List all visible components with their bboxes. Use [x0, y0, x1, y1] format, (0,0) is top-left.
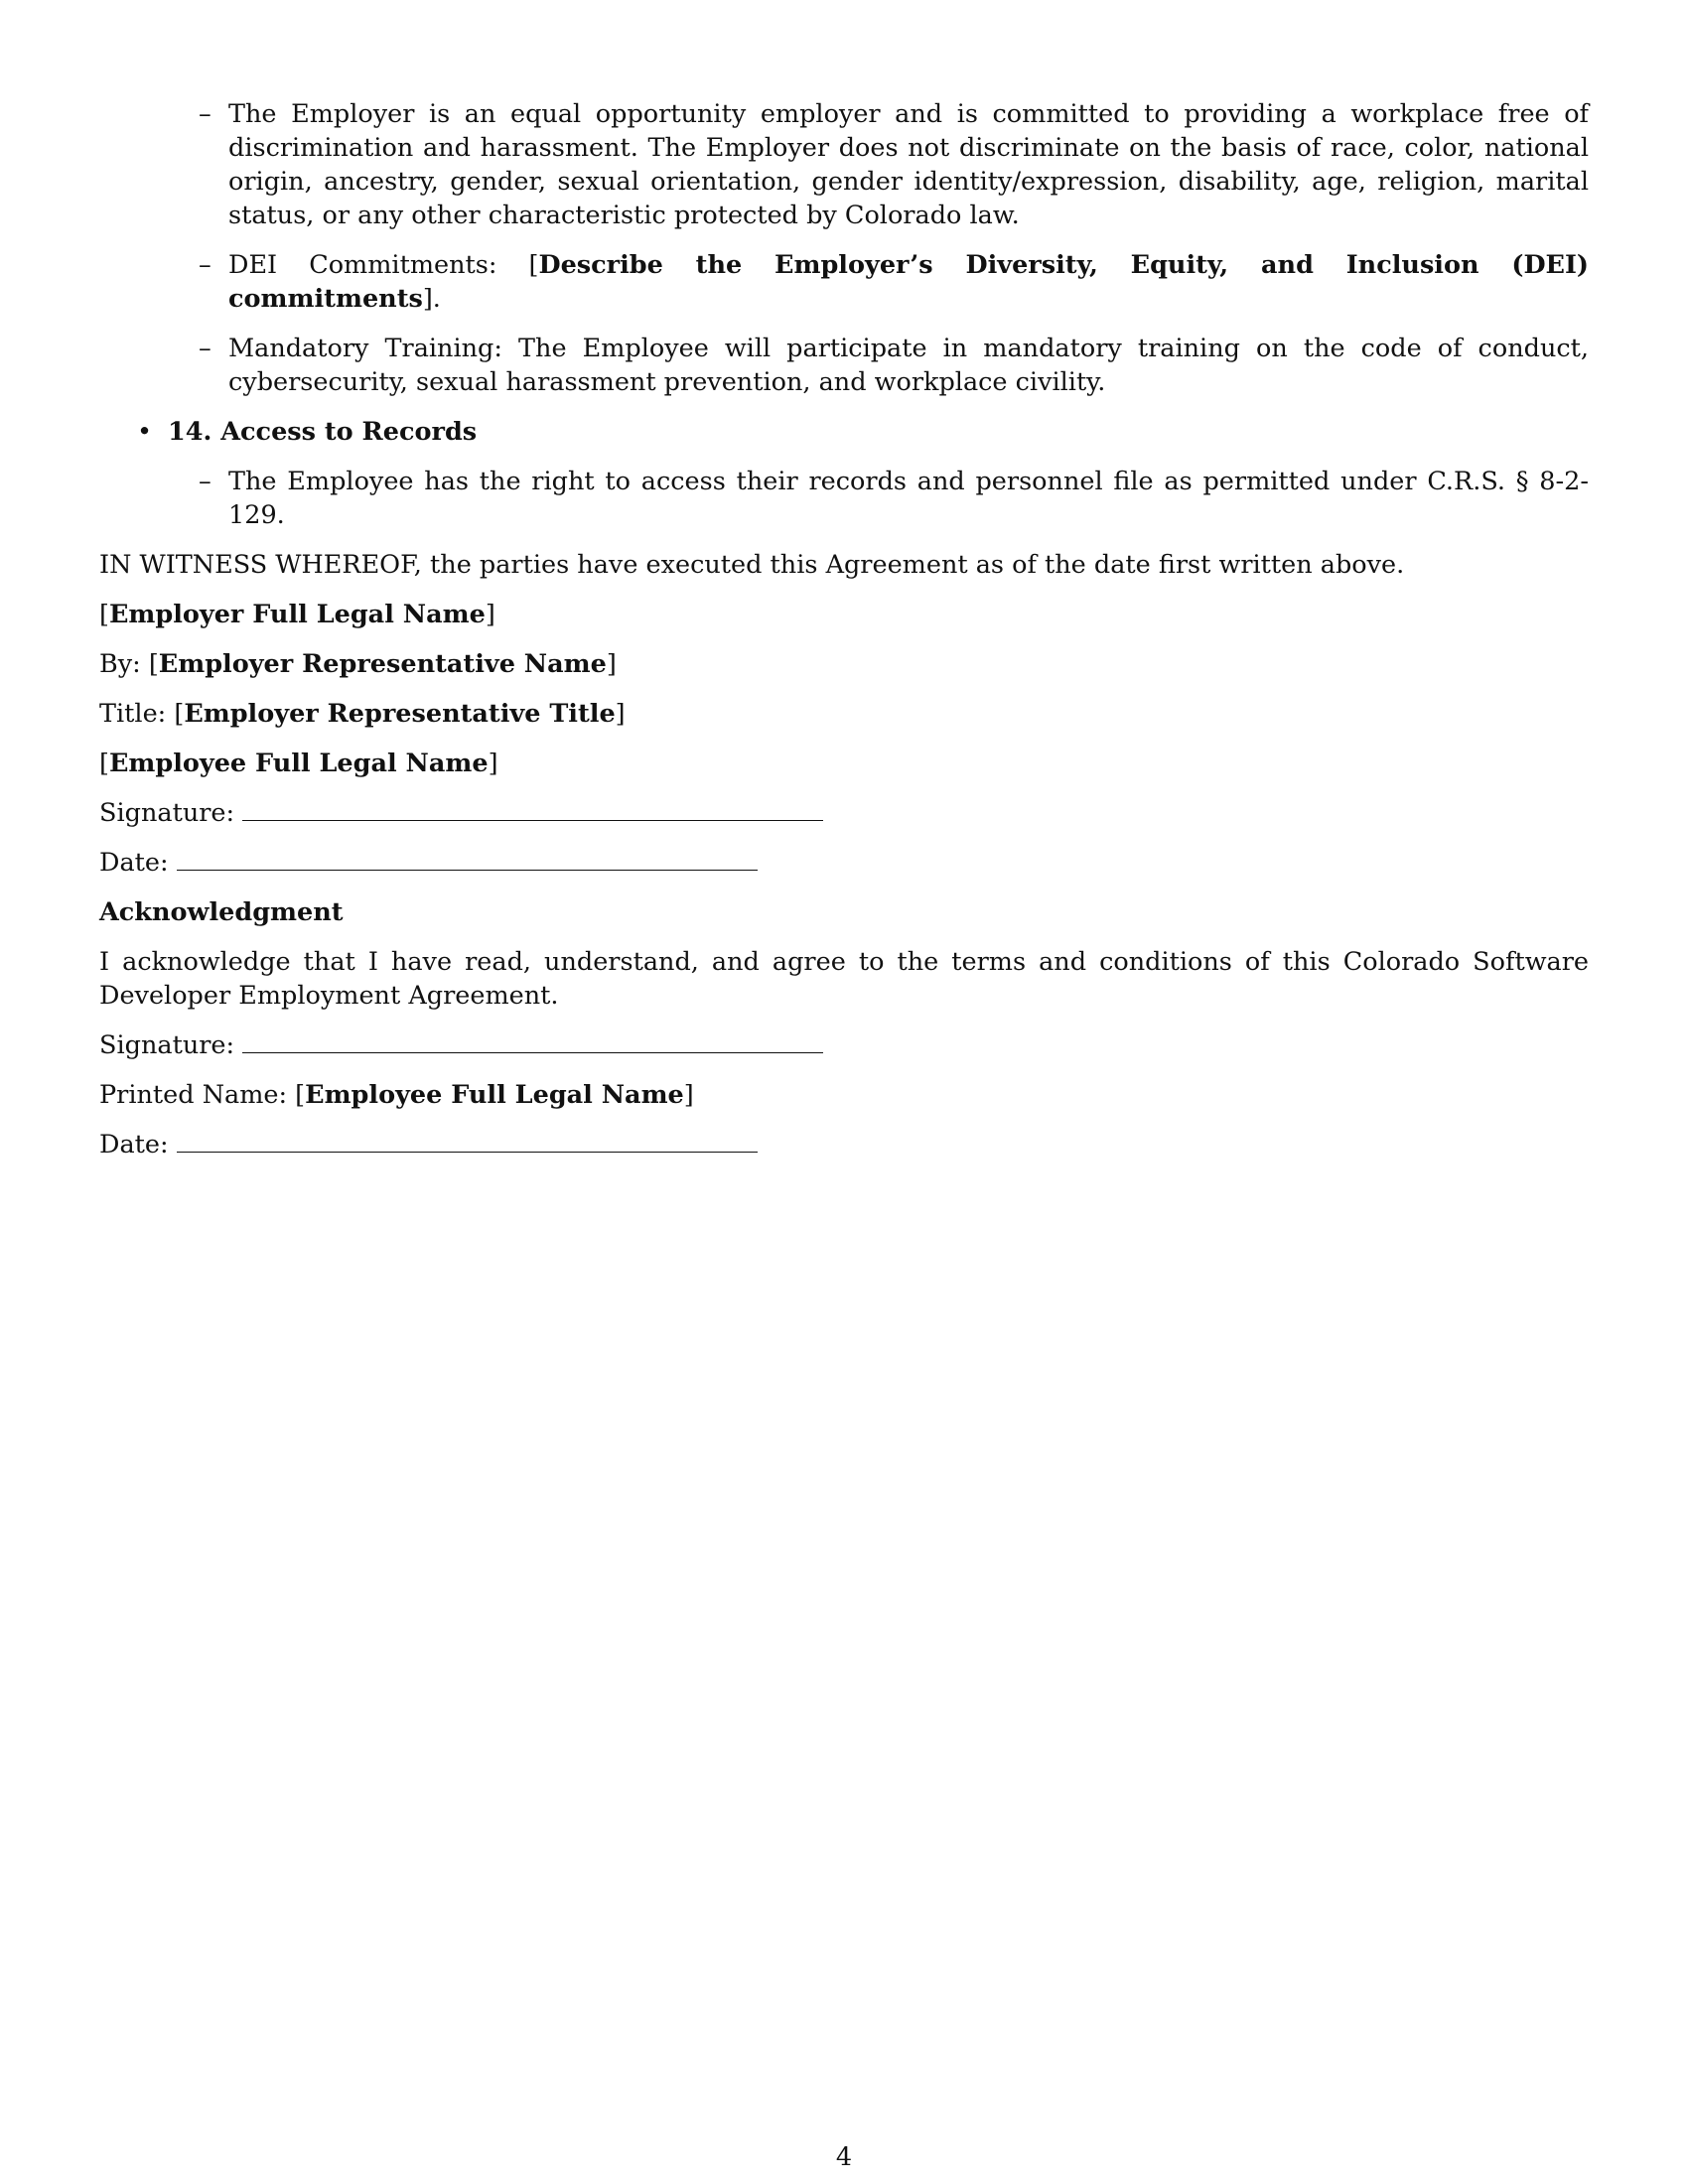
- dash-marker: –: [199, 250, 211, 280]
- printed-name-line: [99, 1078, 1589, 1112]
- employer-name: Employer Full Legal Name: [108, 600, 486, 629]
- employer-title-line: [99, 697, 1589, 731]
- dei-placeholder: Describe the Employer’s Diversity, Equity, and Inclusion (DEI) commitments: [228, 250, 1589, 314]
- employee-name-line: [99, 747, 1589, 780]
- acknowledgment-text: I acknowledge that I have read, understand, and agree to the terms and conditions of this Colorado Software Developer Employment Agreement.: [99, 947, 1589, 1011]
- bracket-close: ]: [488, 749, 498, 778]
- acknowledgment-heading: [99, 895, 1589, 929]
- section-14-title: 14. Access to Records: [168, 417, 478, 447]
- dash-marker: –: [199, 467, 211, 496]
- section-14-heading: [99, 415, 1589, 449]
- dash-marker: –: [199, 334, 211, 363]
- dei-commitments: [99, 248, 1589, 316]
- representative-title: Employer Representative Title: [184, 699, 616, 729]
- eeo-text: The Employer is an equal opportunity employer and is committed to providing a workplace free of discrimination and harassment. The Employer does not discriminate on the basis of race, color, national origin, ancestry, gender, sexual orientation, gender identity/expression, disability, age, religion, marital status, or any other characteristic protected by Colorado law.: [228, 99, 1589, 230]
- signature-label: Signature:: [99, 1030, 235, 1060]
- page-number: 4: [835, 2142, 853, 2172]
- date-label: Date:: [99, 848, 169, 878]
- document-page: [99, 97, 1589, 1177]
- date-field[interactable]: [177, 846, 758, 871]
- acknowledgment-signature-line: [99, 1028, 1589, 1062]
- employee-date-line: [99, 846, 1589, 880]
- bracket-close: ]: [683, 1080, 694, 1110]
- employer-name-line: [99, 598, 1589, 631]
- signature-field[interactable]: [242, 796, 823, 821]
- date-field[interactable]: [177, 1128, 758, 1153]
- bracket-close: ]: [606, 649, 617, 679]
- dei-prefix: DEI Commitments: [: [228, 250, 539, 280]
- signature-field[interactable]: [242, 1028, 823, 1053]
- title-label: Title: [: [99, 699, 185, 729]
- witness-clause: IN WITNESS WHEREOF, the parties have executed this Agreement as of the date first written above.: [99, 550, 1405, 580]
- printed-name-value: Employee Full Legal Name: [305, 1080, 684, 1110]
- bracket-close: ]: [485, 600, 495, 629]
- bracket-close: ]: [615, 699, 626, 729]
- by-label: By: [: [99, 649, 159, 679]
- date-label: Date:: [99, 1130, 169, 1160]
- employee-name: Employee Full Legal Name: [108, 749, 489, 778]
- employer-representative-line: [99, 647, 1589, 681]
- employee-signature-line: [99, 796, 1589, 830]
- records-text: The Employee has the right to access their records and personnel file as permitted under C.R.S. § 8-2-129.: [228, 467, 1589, 530]
- mandatory-training: [99, 332, 1589, 399]
- representative-name: Employer Representative Name: [158, 649, 607, 679]
- bullet-marker: •: [137, 417, 153, 447]
- records-access: [99, 465, 1589, 532]
- training-text: Mandatory Training: The Employee will participate in mandatory training on the code of conduct, cybersecurity, sexual harassment prevention, and workplace civility.: [228, 334, 1589, 397]
- dash-marker: –: [199, 99, 211, 129]
- bracket-open: [: [99, 600, 109, 629]
- bracket-open: [: [99, 749, 109, 778]
- printed-name-label: Printed Name: [: [99, 1080, 306, 1110]
- acknowledgment-title: Acknowledgment: [99, 897, 344, 927]
- acknowledgment-date-line: [99, 1128, 1589, 1161]
- dei-suffix: ].: [422, 284, 441, 314]
- eeo-statement: [99, 97, 1589, 232]
- signature-label: Signature:: [99, 798, 235, 828]
